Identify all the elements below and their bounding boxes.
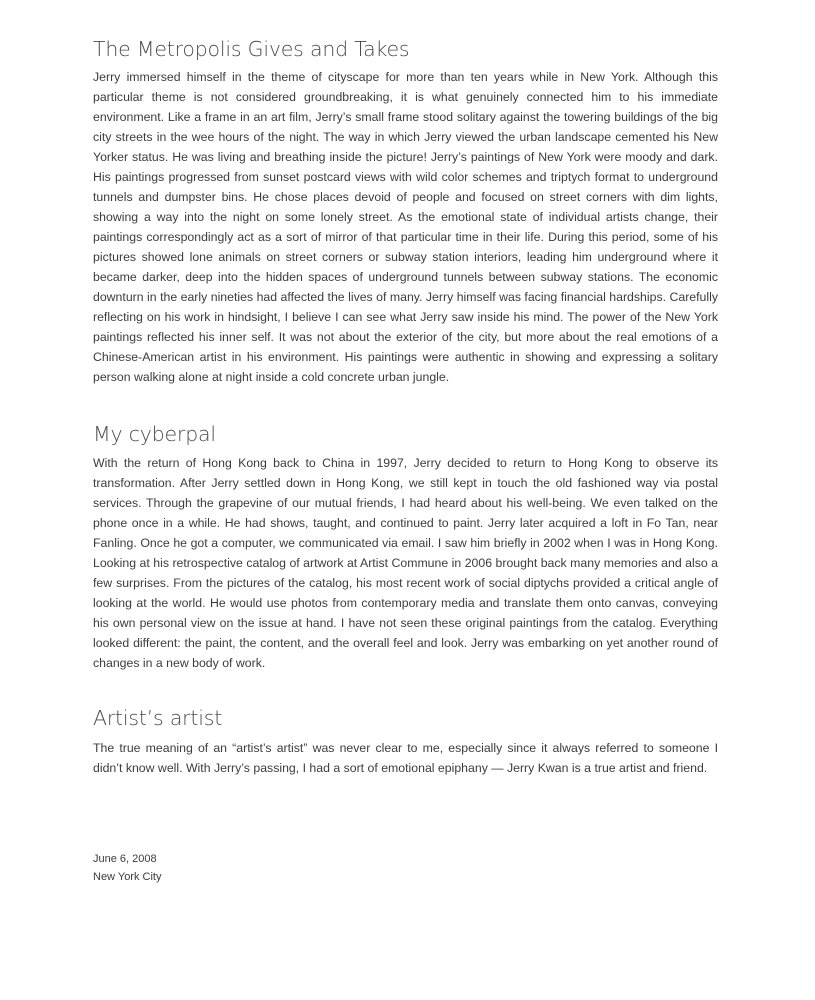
section-heading: Artist’s artist [93,706,223,730]
section-metropolis [93,36,718,387]
signoff-date: June 6, 2008 [93,853,157,865]
section-cyberpal [93,421,718,673]
signoff-place: New York City [93,871,162,883]
section-paragraph: Jerry immersed himself in the theme of cityscape for more than ten years while in New York. Although this particular theme is not considered groundbreaking, it is what genuinely connected him to his immediate environment. Like a frame in an art film, Jerry’s small frame stood solitary against the towering buildings of the big city streets in the wee hours of the night. The way in which Jerry viewed the urban landscape cemented his New Yorker status. He was living and breathing inside the picture! Jerry’s paintings of New York were moody and dark. His paintings progressed from sunset postcard views with wild color schemes and triptych format to underground tunnels and dumpster bins. He chose places devoid of people and focused on street corners with dim lights, showing a way into the night on some lonely street. As the emotional state of individual artists change, their paintings correspondingly act as a sort of mirror of that particular time in their life. During this period, some of his pictures showed lone animals on street corners or subway station interiors, leading him underground where it became darker, deep into the hidden spaces of underground tunnels between subway stations. The economic downturn in the early nineties had affected the lives of many. Jerry himself was facing financial hardships. Carefully reflecting on his work in hindsight, I believe I can see what Jerry saw inside his mind. The power of the New York paintings reflected his inner self. It was not about the exterior of the city, but more about the real emotions of a Chinese-American artist in his environment. His paintings were authentic in showing and expressing a solitary person walking alone at night inside a cold concrete urban jungle. [93,70,718,384]
section-heading: The Metropolis Gives and Takes [93,37,410,61]
signoff [93,850,161,886]
section-paragraph: The true meaning of an “artist’s artist” was never clear to me, especially since it always referred to someone I didn’t know well. With Jerry’s passing, I had a sort of emotional epiphany — Jerry Kwan is a true artist and friend. [93,741,718,775]
section-heading: My cyberpal [93,422,216,446]
section-paragraph: With the return of Hong Kong back to China in 1997, Jerry decided to return to Hong Kong to observe its transformation. After Jerry settled down in Hong Kong, we still kept in touch the old fashioned way via postal services. Through the grapevine of our mutual friends, I had heard about his well-being. We even talked on the phone once in a while. He had shows, taught, and continued to paint. Jerry later acquired a loft in Fo Tan, near Fanling. Once he got a computer, we communicated via email. I saw him briefly in 2002 when I was in Hong Kong. Looking at his retrospective catalog of artwork at Artist Commune in 2006 brought back many memories and also a few surprises. From the pictures of the catalog, his most recent work of social diptychs provided a critical angle of looking at the world. He would use photos from contemporary media and translate them onto canvas, conveying his own personal view on the issue at hand. I have not seen these original paintings from the catalog. Everything looked different: the paint, the content, and the overall feel and look. Jerry was embarking on yet another round of changes in a new body of work. [93,456,718,670]
section-artists-artist [93,705,718,778]
